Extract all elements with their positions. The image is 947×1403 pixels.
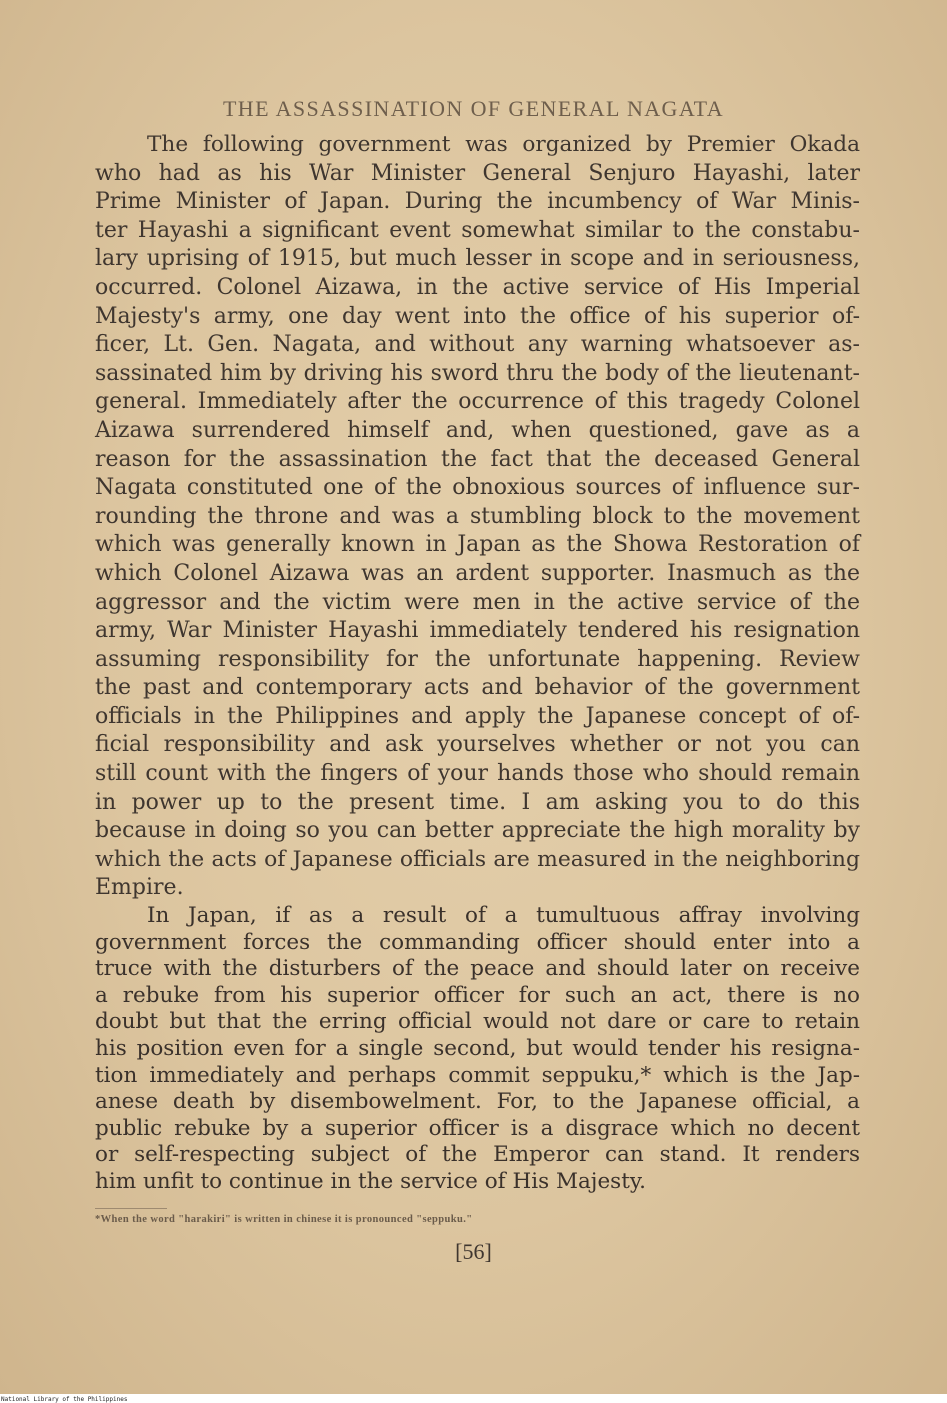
text-line: truce with the disturbers of the peace and should later on receive [95,956,860,982]
body-text [95,131,860,1196]
text-line: his position even for a single second, but would tender his resigna- [95,1036,860,1061]
text-line: The following government was organized by Premier Okada [147,132,860,157]
text-line: Prime Minister of Japan. During the incumbency of War Minis- [95,189,860,215]
text-line: rounding the throne and was a stumbling block to the movement [95,503,860,529]
paragraph-2 [95,903,860,1196]
text-line: because in doing so you can better appreciate the high morality by [95,818,860,844]
text-line: Nagata constituted one of the obnoxious sources of influence sur- [95,475,860,501]
text-line: ter Hayashi a significant event somewhat similar to the constabu- [95,217,860,243]
text-line: reason for the assassination the fact that the deceased General [95,446,860,472]
text-line: sassinated him by driving his sword thru the body of the lieutenant- [95,360,860,386]
text-line: or self-respecting subject of the Emperor can stand. It renders [95,1142,860,1168]
text-line: public rebuke by a superior officer is a disgrace which no decent [95,1115,860,1141]
text-line: aggressor and the victim were men in the active service of the [95,589,860,615]
text-line: in power up to the present time. I am asking you to do this [95,789,860,815]
text-line: In Japan, if as a result of a tumultuous affray involving [147,903,860,929]
text-line: which the acts of Japanese officials are measured in the neighboring [95,846,860,872]
text-line: ficial responsibility and ask yourselves whether or not you can [95,732,860,758]
text-line: tion immediately and perhaps commit seppuku,* which is the Jap- [95,1062,860,1088]
text-line: government forces the commanding officer should enter into a [95,929,860,955]
text-line: still count with the fingers of your hands those who should remain [95,761,860,787]
text-line: anese death by disembowelment. For, to the Japanese official, a [95,1089,860,1115]
footnote: *When the word "harakiri" is written in chinese it is pronounced "seppuku." [95,1214,473,1225]
text-line: which Colonel Aizawa was an ardent supporter. Inasmuch as the [95,560,860,586]
text-line: occurred. Colonel Aizawa, in the active service of His Imperial [95,274,860,300]
text-line: Majesty's army, one day went into the office of his superior of- [95,303,860,329]
text-line: who had as his War Minister General Senjuro Hayashi, later [95,160,860,186]
text-line: Aizawa surrendered himself and, when questioned, gave as a [95,417,860,443]
text-line: lary uprising of 1915, but much lesser in scope and in seriousness, [95,246,860,272]
text-line: ficer, Lt. Gen. Nagata, and without any warning whatsoever as- [95,332,860,358]
text-line: army, War Minister Hayashi immediately tendered his resignation [95,618,860,644]
text-line: assuming responsibility for the unfortunate happening. Review [95,646,860,672]
text-line: him unfit to continue in the service of His Majesty. [95,1168,646,1194]
text-line: which was generally known in Japan as the Showa Restoration of [95,532,860,558]
footnote-divider [95,1208,167,1209]
page-title: THE ASSASSINATION OF GENERAL NAGATA [222,96,725,121]
text-line: a rebuke from his superior officer for such an act, there is no [95,982,860,1008]
text-line: doubt but that the erring official would not dare or care to retain [95,1009,860,1035]
text-line: Empire. [95,875,184,901]
page-number: [56] [455,1239,492,1264]
paragraph-1 [95,131,860,903]
text-line: general. Immediately after the occurrence of this tragedy Colonel [95,389,860,415]
text-line: the past and contemporary acts and behavior of the government [95,675,860,701]
source-credit: National Library of the Philippines [1,1396,128,1403]
text-line: officials in the Philippines and apply the Japanese concept of of- [95,703,860,729]
